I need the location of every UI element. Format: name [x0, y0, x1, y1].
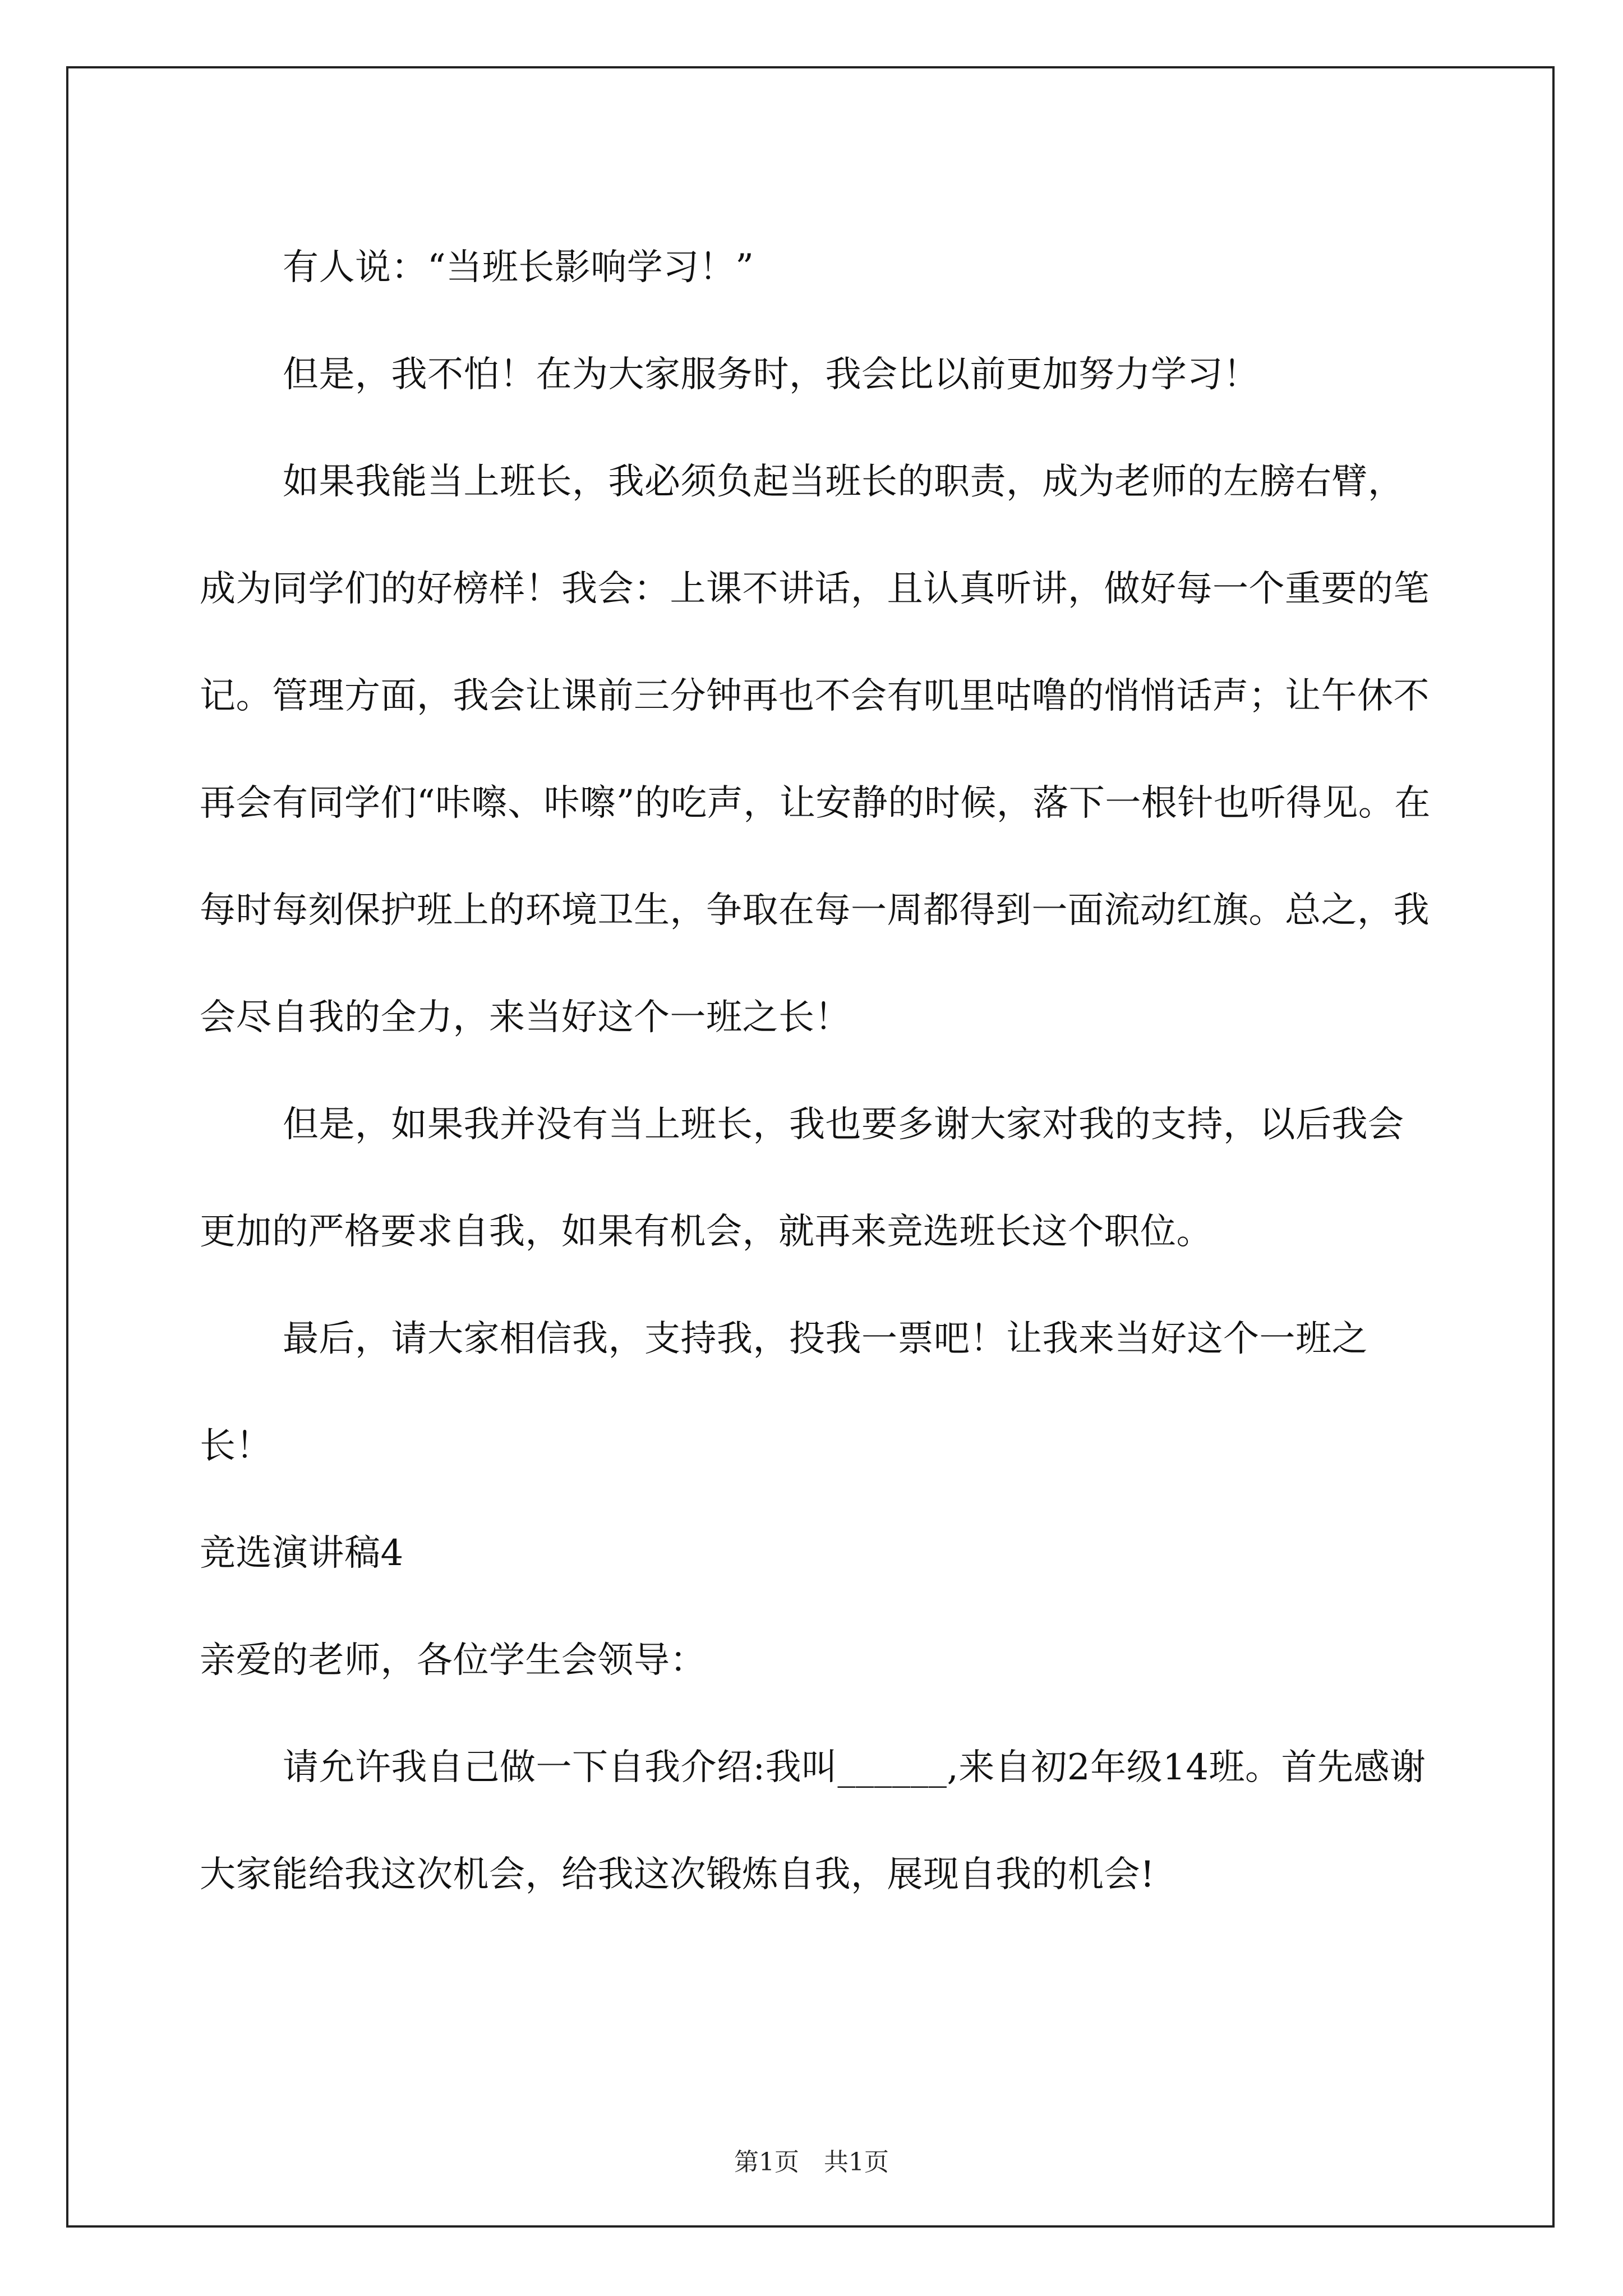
salutation: 亲爱的老师，各位学生会领导：: [200, 1640, 706, 1681]
page-number-footer: 第1页 共1页: [734, 2148, 889, 2177]
section-heading: 竞选演讲稿4: [200, 1533, 404, 1574]
paragraph: 最后，请大家相信我，支持我，投我一票吧！让我来当好这个一班之长！: [200, 1318, 1368, 1467]
document-body: [200, 214, 1433, 1929]
paragraph: 但是，我不怕！在为大家服务时，我会比以前更加努力学习！: [283, 354, 1260, 395]
paragraph: 如果我能当上班长，我必须负起当班长的职责，成为老师的左膀右臂，成为同学们的好榜样！我会：上课不讲话，且认真听讲，做好每一个重要的笔记。管理方面，我会让课前三分钟再也不会有叽里咕噜的悄悄话声；让午休不再会有同学们“咔嚓、咔嚓”的吃声，让安静的时候，落下一根针也听得见。在每时每刻保护班上的环境卫生，争取在每一周都得到一面流动红旗。总之，我会尽自我的全力，来当好这个一班之长！: [200, 461, 1431, 1038]
paragraph: 请允许我自己做一下自我介绍:我叫______,来自初2年级14班。首先感谢大家能给我这次机会，给我这次锻炼自我，展现自我的机会!: [200, 1747, 1426, 1895]
paragraph: 有人说：“当班长影响学习！”: [283, 247, 754, 288]
paragraph: 但是，如果我并没有当上班长，我也要多谢大家对我的支持，以后我会更加的严格要求自我，如果有机会，就再来竞选班长这个职位。: [200, 1104, 1404, 1253]
